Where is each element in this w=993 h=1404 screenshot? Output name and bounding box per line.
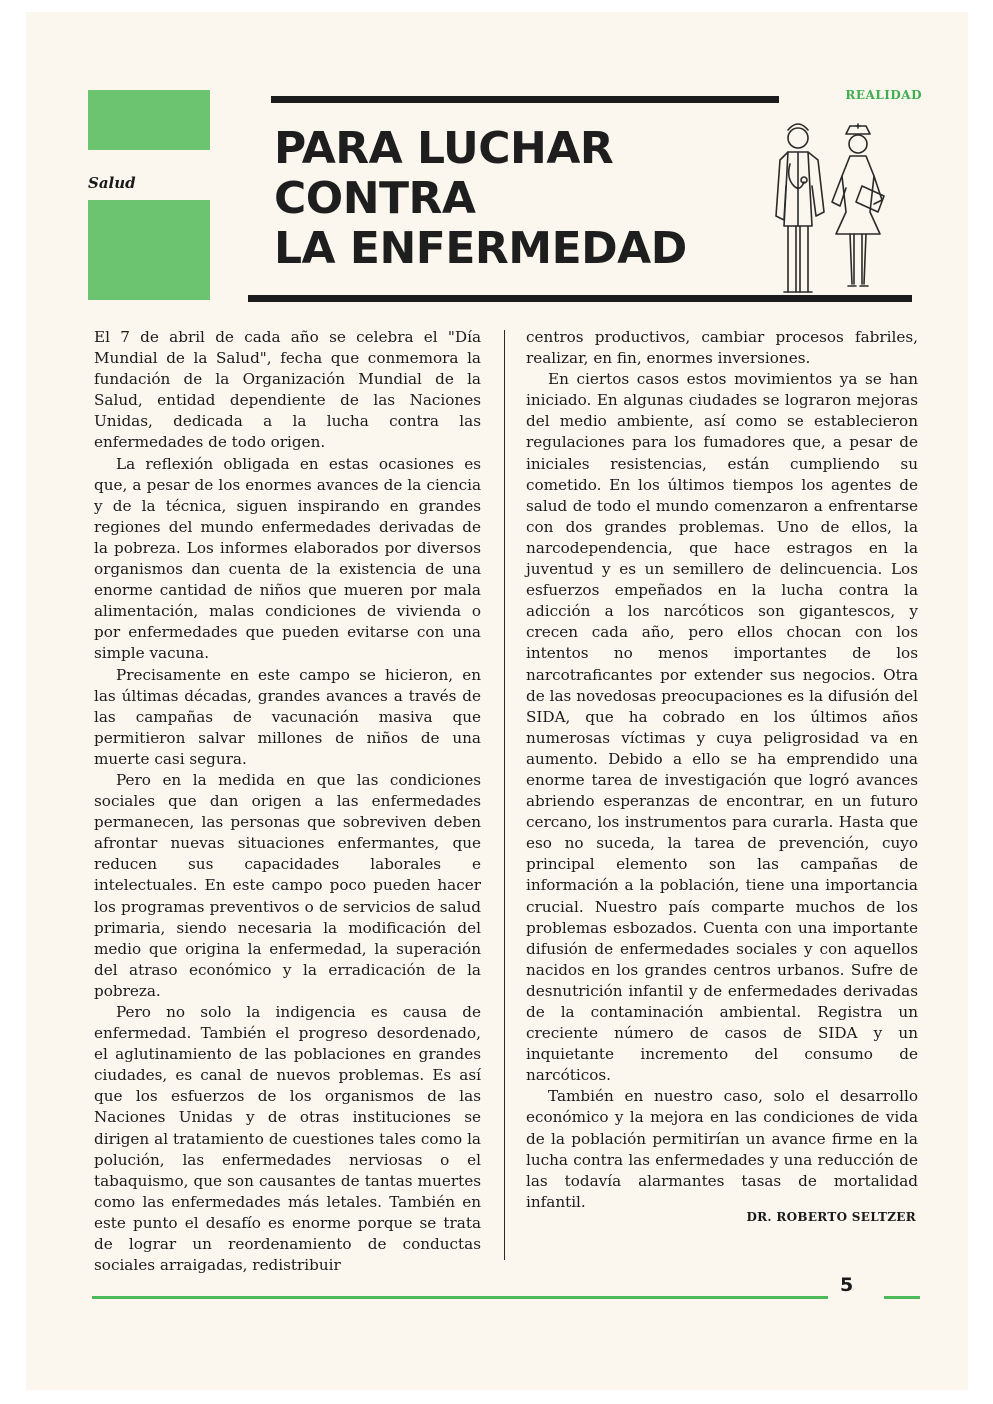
article-title: [274, 124, 754, 274]
doctor-and-nurse-icon: [766, 116, 896, 296]
paragraph: Precisamente en este campo se hicieron, en las últimas décadas, grandes avances a través de las campañas de vacunación masiva que permitieron salvar millones de niños de una muerte casi segura.: [94, 665, 481, 768]
title-line-2: CONTRA: [274, 173, 476, 224]
page-number: 5: [840, 1274, 854, 1296]
footer-rule-left: [92, 1296, 828, 1299]
paragraph: La reflexión obligada en estas ocasiones es que, a pesar de los enormes avances de la ciencia y de la técnica, siguen inspirando en grandes regiones del mundo enfermedades derivadas de la pobreza. Los informes elaborados por diversos organismos dan cuenta de la existencia de una enorme cantidad de niños que mueren por mala alimentación, malas condiciones de vivienda o por enfermedades que pueden evitarse con una simple vacuna.: [94, 454, 481, 663]
article-column-right: [526, 327, 918, 1213]
title-line-1: PARA LUCHAR: [274, 123, 614, 174]
magazine-page: [26, 12, 968, 1390]
footer-rule-right: [884, 1296, 920, 1299]
article-column-left: [94, 327, 481, 1276]
author-signature: DR. ROBERTO SELTZER: [746, 1210, 916, 1224]
paragraph: El 7 de abril de cada año se celebra el "Día Mundial de la Salud", fecha que conmemora la fundación de la Organización Mundial de la Salud, entidad dependiente de las Naciones Unidas, dedicada a la lucha contra las enfermedades de todo origen.: [94, 328, 481, 452]
paragraph: En ciertos casos estos movimientos ya se han iniciado. En algunas ciudades se lograron mejoras del medio ambiente, así como se establecieron regulaciones para los fumadores que, a pesar de iniciales resistencias, están cumpliendo su cometido. En los últimos tiempos los agentes de salud de todo el mundo comenzaron a enfrentarse con dos grandes problemas. Uno de ellos, la narcodependencia, que hace estragos en la juventud y es un semillero de delincuencia. Los esfuerzos empeñados en la lucha contra la adicción a los narcóticos son gigantescos, y crecen cada año, pero ellos chocan con los intentos no menos importantes de los narcotraficantes por extender sus negocios. Otra de las novedosas preocupaciones es la difusión del SIDA, que ha cobrado en los últimos años numerosas víctimas y cuya peligrosidad va en aumento. Debido a ello se ha emprendido una enorme tarea de investigación que logró avances abriendo esperanzas de encontrar, en un futuro cercano, los instrumentos para curarla. Hasta que eso no suceda, la tarea de prevención, cuyo principal elemento son las campañas de información a la población, tiene una importancia crucial. Nuestro país comparte muchos de los problemas esbozados. Cuenta con una importante difusión de enfermedades sociales y con aquellos nacidos en los grandes centros urbanos. Sufre de desnutrición infantil y de enfermedades derivadas de la contaminación ambiental. Registra un creciente número de casos de SIDA y un inquietante incremento del consumo de narcóticos.: [526, 370, 918, 1085]
column-divider: [504, 330, 505, 1260]
title-rule-bottom: [248, 295, 912, 302]
section-label: Salud: [88, 174, 136, 192]
green-accent-block-bottom: [88, 200, 210, 300]
paragraph: Pero en la medida en que las condiciones sociales que dan origen a las enfermedades permanecen, las personas que sobreviven deben afrontar nuevas situaciones enfermantes, que reducen sus capacidades laborales e intelectuales. En este campo poco pueden hacer los programas preventivos o de servicios de salud primaria, siendo necesaria la modificación del medio que origina la enfermedad, la superación del atraso económico y la erradicación de la pobreza.: [94, 770, 481, 1000]
green-accent-block-top: [88, 90, 210, 150]
title-rule-top: [271, 96, 779, 103]
paragraph: Pero no solo la indigencia es causa de enfermedad. También el progreso desordenado, el aglutinamiento de las poblaciones en grandes ciudades, es canal de nuevos problemas. Es así que los esfuerzos de los organismos de las Naciones Unidas y de otras instituciones se dirigen al tratamiento de cuestiones tales como la polución, las enfermedades nerviosas o el tabaquismo, que son causantes de tantas muertes como las enfermedades más letales. También en este punto el desafío es enorme porque se trata de lograr un reordenamiento de conductas sociales arraigadas, redistribuir: [94, 1003, 481, 1275]
paragraph: centros productivos, cambiar procesos fabriles, realizar, en fin, enormes inversiones.: [526, 328, 918, 368]
paragraph: También en nuestro caso, solo el desarrollo económico y la mejora en las condiciones de vida de la población permitirían un avance firme en la lucha contra las enfermedades y una reducción de las todavía alarmantes tasas de mortalidad infantil.: [526, 1087, 918, 1211]
kicker-label: REALIDAD: [845, 88, 922, 102]
title-line-3: LA ENFERMEDAD: [274, 223, 687, 274]
